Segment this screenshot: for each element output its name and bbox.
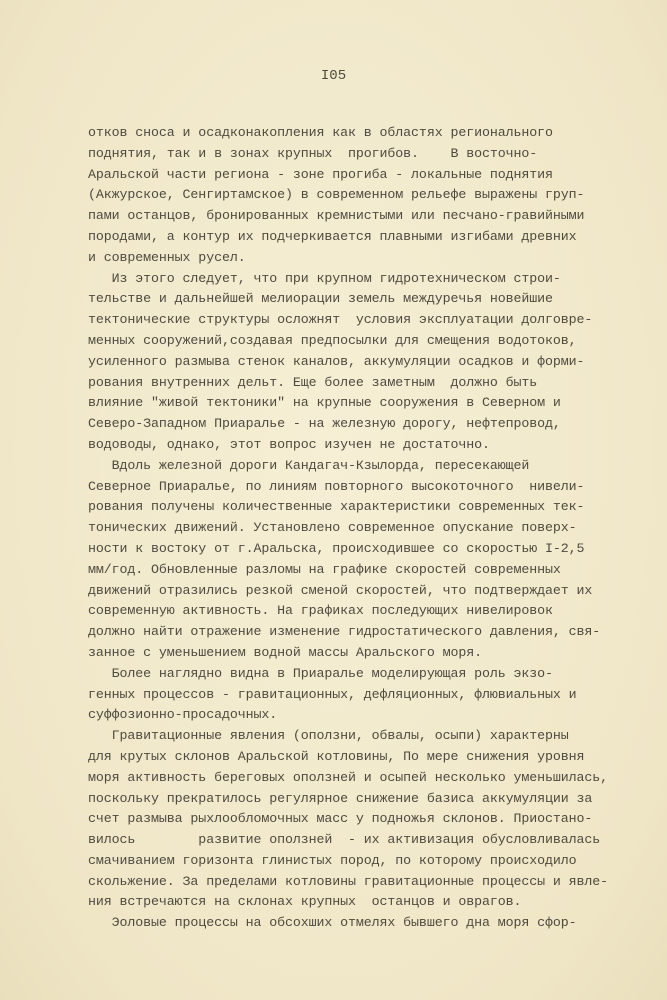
text-line: рования получены количественные характеристики современных тек- (88, 499, 585, 515)
text-line: пами останцов, бронированных кремнистыми или песчано-гравийными (88, 208, 585, 224)
text-line: Эоловые процессы на обсохших отмелях бывшего дна моря сфор- (88, 915, 577, 931)
text-line: усиленного размыва стенок каналов, аккумуляции осадков и форми- (88, 353, 585, 369)
text-line: Вдоль железной дороги Кандагач-Кзылорда, пересекающей (88, 457, 530, 473)
text-line: тектонические структуры осложнят условия эксплуатации долговре- (88, 312, 593, 328)
text-line: Из этого следует, что при крупном гидротехническом строи- (88, 270, 561, 286)
text-line: моря активность береговых оползней и осыпей несколько уменьшилась, (88, 769, 609, 785)
text-line: движений отразились резкой сменой скоростей, что подтверждает их (88, 582, 593, 598)
page-number: I05 (320, 68, 347, 84)
text-line: Северное Приаралье, по линиям повторного высокоточного нивели- (88, 478, 585, 494)
text-line: ности к востоку от г.Аральска, происходившее со скоростью I-2,5 (88, 540, 585, 556)
text-line: Более наглядно видна в Приаралье моделирующая роль экзо- (88, 665, 553, 681)
text-line: и современных русел. (88, 249, 246, 265)
text-line: должно найти отражение изменение гидростатического давления, свя- (88, 624, 601, 640)
text-line: занное с уменьшением водной массы Аральского моря. (88, 644, 482, 660)
text-line: породами, а контур их подчеркивается плавными изгибами древних (88, 228, 577, 244)
text-line: рования внутренних дельт. Еще более заметным должно быть (88, 374, 538, 390)
text-line: поскольку прекратилось регулярное снижение базиса аккумуляции за (88, 790, 593, 806)
text-line: Гравитационные явления (оползни, обвалы, осыпи) характерны (88, 728, 569, 744)
text-line: счет размыва рыхлообломочных масс у подножья склонов. Приостано- (88, 811, 593, 827)
text-line: генных процессов - гравитационных, дефляционных, флювиальных и (88, 686, 577, 702)
text-line: влияние "живой тектоники" на крупные сооружения в Северном и (88, 395, 561, 411)
text-line: скольжение. За пределами котловины гравитационные процессы и явле- (88, 873, 609, 889)
text-line: ния встречаются на склонах крупных останцов и оврагов. (88, 894, 522, 910)
text-line: Аральской части региона - зоне прогиба - локальные поднятия (88, 166, 553, 182)
text-line: (Акжурское, Сенгиртамское) в современном рельефе выражены груп- (88, 187, 585, 203)
text-line: смачиванием горизонта глинистых пород, по которому происходило (88, 852, 577, 868)
text-line: Северо-Западном Приаралье - на железную дорогу, нефтепровод, (88, 416, 561, 432)
text-line: современную активность. На графиках последующих нивелировок (88, 603, 553, 619)
document-body (88, 123, 628, 934)
text-line: мм/год. Обновленные разломы на графике скоростей современных (88, 561, 561, 577)
text-line: тельстве и дальнейшей мелиорации земель междуречья новейшие (88, 291, 553, 307)
text-line: для крутых склонов Аральской котловины, По мере снижения уровня (88, 748, 585, 764)
text-line: тонических движений. Установлено современное опускание поверх- (88, 520, 577, 536)
text-line: поднятия, так и в зонах крупных прогибов. В восточно- (88, 145, 538, 161)
text-line: отков сноса и осадконакопления как в областях регионального (88, 125, 553, 140)
text-line: менных сооружений,создавая предпосылки для смещения водотоков, (88, 332, 577, 348)
text-line: суффозионно-просадочных. (88, 707, 278, 723)
text-line: водоводы, однако, этот вопрос изучен не достаточно. (88, 436, 490, 452)
text-line: вилось развитие оползней - их активизация обусловливалась (88, 832, 601, 848)
